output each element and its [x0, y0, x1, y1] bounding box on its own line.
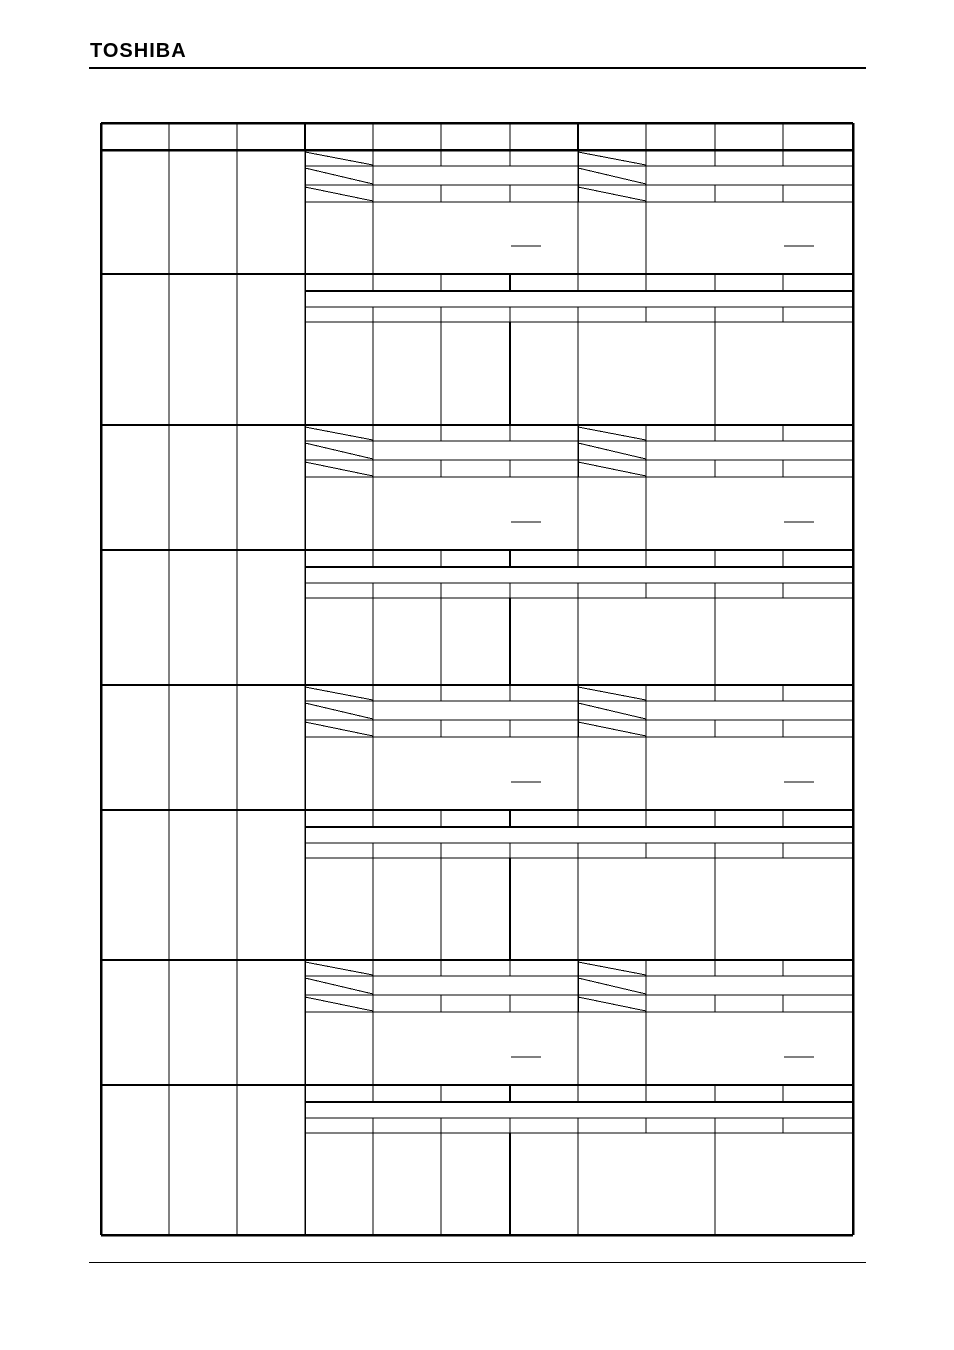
unused-cell-slash — [305, 152, 373, 165]
unused-cell-slash — [305, 462, 373, 476]
unused-cell-slash — [578, 462, 646, 476]
unused-cell-slash — [578, 997, 646, 1011]
unused-cell-slash — [578, 443, 646, 459]
unused-cell-slash — [305, 703, 373, 719]
unused-cell-slash — [305, 168, 373, 184]
unused-cell-slash — [578, 962, 646, 975]
unused-cell-slash — [578, 722, 646, 736]
unused-cell-slash — [578, 978, 646, 994]
unused-cell-slash — [305, 187, 373, 201]
unused-cell-slash — [578, 703, 646, 719]
unused-cell-slash — [578, 152, 646, 165]
unused-cell-slash — [305, 978, 373, 994]
unused-cell-slash — [305, 962, 373, 975]
unused-cell-slash — [578, 168, 646, 184]
unused-cell-slash — [578, 187, 646, 201]
unused-cell-slash — [305, 722, 373, 736]
unused-cell-slash — [578, 427, 646, 440]
company-logo: TOSHIBA — [90, 40, 187, 62]
unused-cell-slash — [305, 427, 373, 440]
unused-cell-slash — [578, 687, 646, 700]
unused-cell-slash — [305, 687, 373, 700]
unused-cell-slash — [305, 443, 373, 459]
unused-cell-slash — [305, 997, 373, 1011]
footer-rule — [89, 1262, 866, 1263]
